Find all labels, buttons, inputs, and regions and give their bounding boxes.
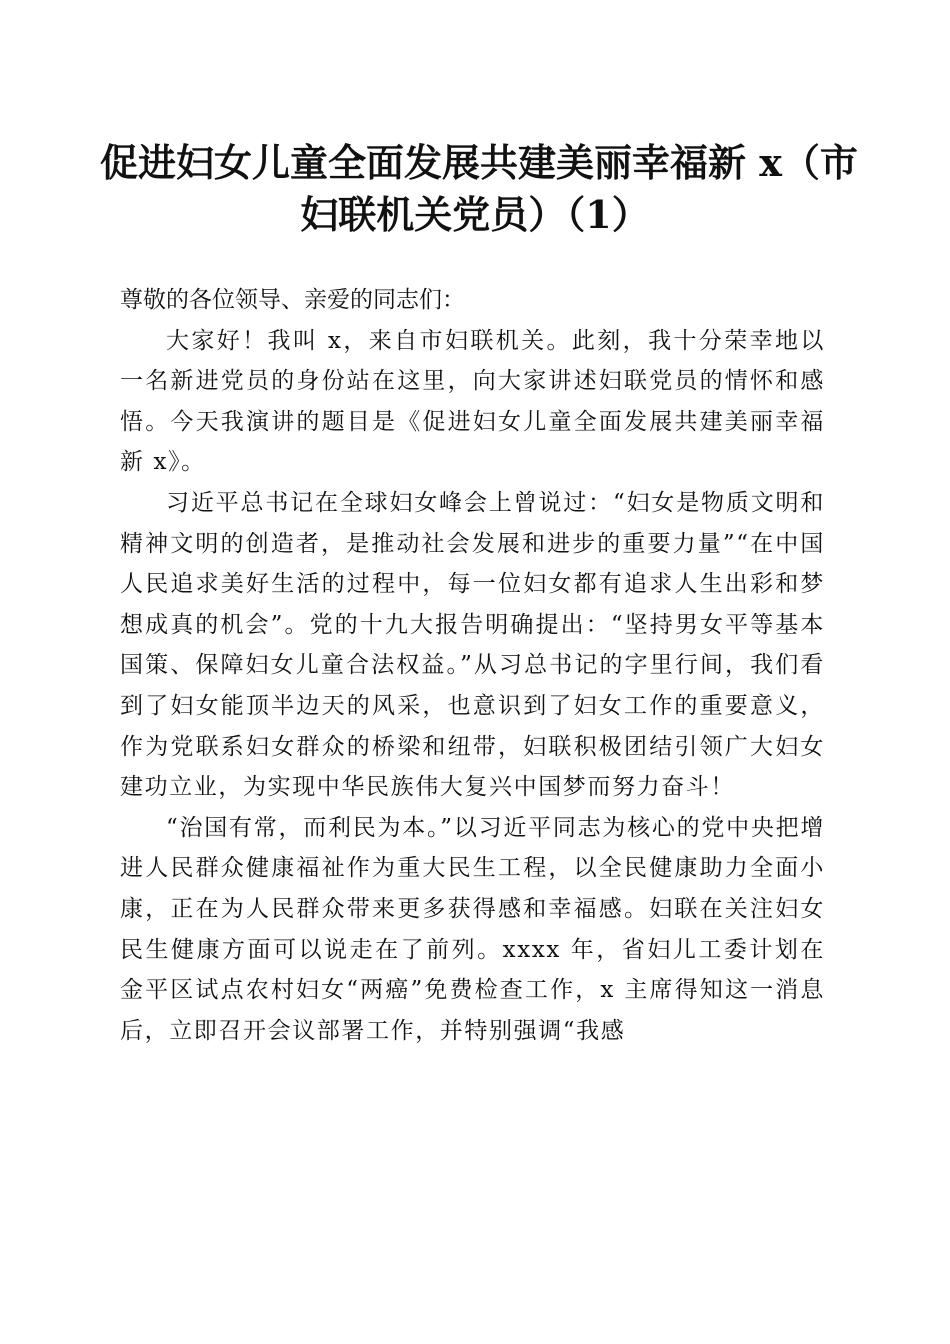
title-line-2: 妇联机关党员）（1） — [300, 192, 650, 237]
document-title — [100, 137, 858, 241]
paragraph-intro: 大家好！我叫 x，来自市妇联机关。此刻，我十分荣幸地以一名新进党员的身份站在这里，向大家讲述妇联党员的情怀和感悟。今天我演讲的题目是《促进妇女儿童全面发展共建美丽幸福新 x》。 — [120, 327, 825, 476]
document-body — [120, 280, 825, 1051]
salutation: 尊敬的各位领导、亲爱的同志们： — [120, 287, 465, 313]
paragraph-health: “治国有常，而利民为本。”以习近平同志为核心的党中央把增进人民群众健康福祉作为重大民生工程，以全民健康助力全面小康，正在为人民群众带来更多获得感和幸福感。妇联在关注妇女民生健康方面可以说走在了前列。xxxx 年，省妇儿工委计划在金平区试点农村妇女“两癌”免费检查工作，x 主席得知这一消息后，立即召开会议部署工作，并特别强调“我感 — [120, 814, 825, 1044]
paragraph-quote: 习近平总书记在全球妇女峰会上曾说过：“妇女是物质文明和精神文明的创造者，是推动社会发展和进步的重要力量”“在中国人民追求美好生活的过程中，每一位妇女都有追求人生出彩和梦想成真的机会”。党的十九大报告明确提出：“坚持男女平等基本国策、保障妇女儿童合法权益。”从习总书记的字里行间，我们看到了妇女能顶半边天的风采，也意识到了妇女工作的重要意义，作为党联系妇女群众的桥梁和纽带，妇联积极团结引领广大妇女建功立业，为实现中华民族伟大复兴中国梦而努力奋斗！ — [120, 489, 825, 801]
title-line-1: 促进妇女儿童全面发展共建美丽幸福新 x（市 — [100, 140, 858, 185]
